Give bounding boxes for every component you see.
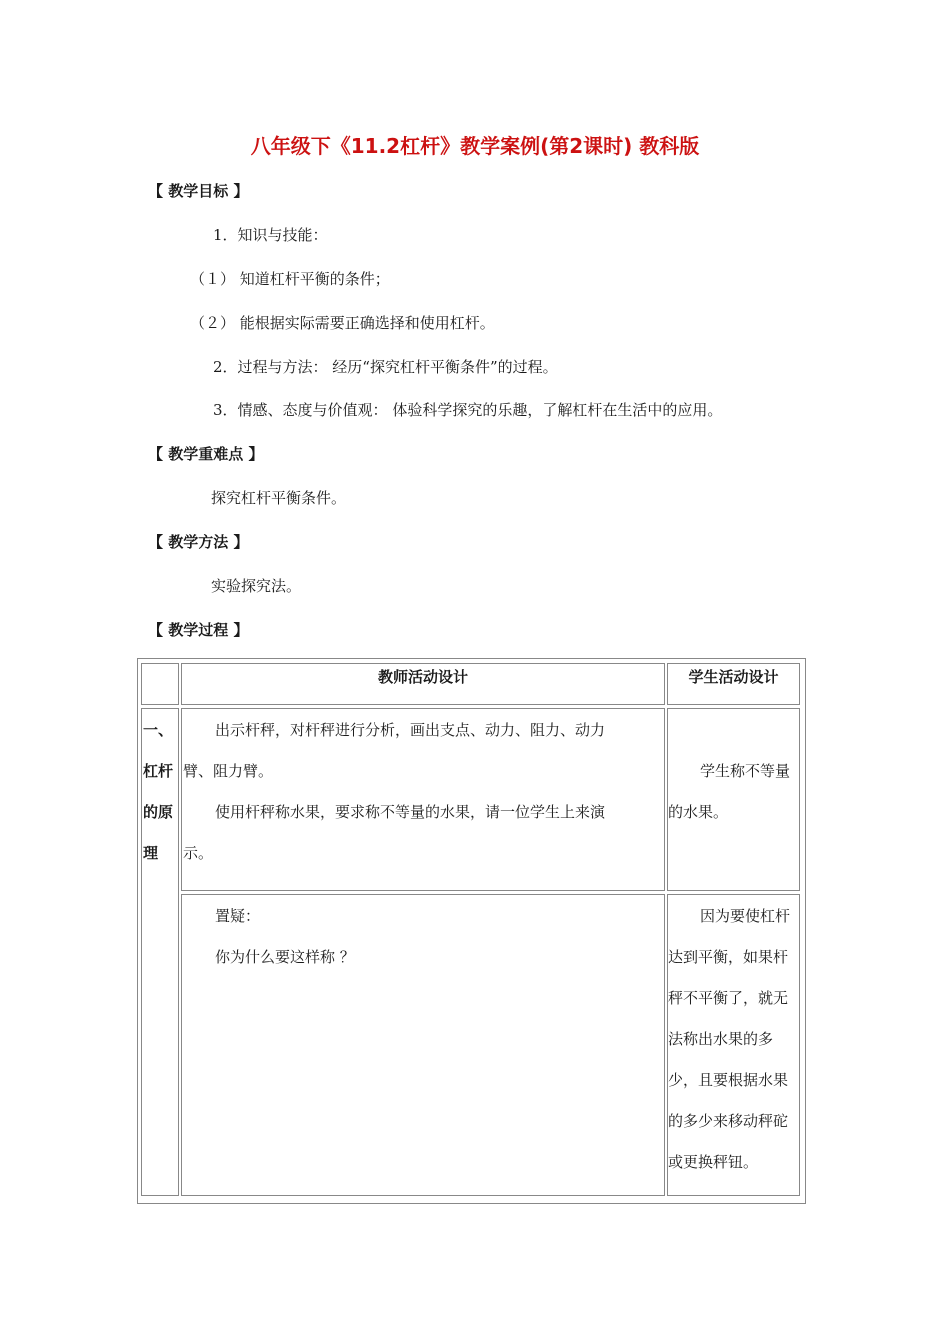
section-label-line: 杠杆 xyxy=(143,762,174,780)
text-line: 置疑： xyxy=(215,907,261,925)
row2-student-text xyxy=(668,896,790,1183)
section-label-line: 的原 xyxy=(143,803,174,821)
header-student: 学生活动设计 xyxy=(688,668,779,686)
text-line: 的水果。 xyxy=(668,803,729,821)
text-line: 示。 xyxy=(183,844,214,862)
objectives-heading: 【 教学目标 】 xyxy=(148,182,249,200)
section-label xyxy=(143,710,173,874)
text-line: 臂、阻力臂。 xyxy=(183,762,274,780)
text-line: 使用杆秤称水果，要求称不等量的水果，请一位学生上来演 xyxy=(215,803,606,821)
text-line: 少，且要根据水果 xyxy=(668,1071,789,1089)
objective-attitude: 3．情感、态度与价值观： 体验科学探究的乐趣，了解杠杆在生活中的应用。 xyxy=(213,401,723,419)
objective-knowledge: 1．知识与技能： xyxy=(213,226,328,244)
objective-process: 2．过程与方法： 经历“探究杠杆平衡条件”的过程。 xyxy=(213,358,558,376)
text-line: 法称出水果的多 xyxy=(668,1030,774,1048)
text-line: 或更换秤钮。 xyxy=(668,1153,759,1171)
process-table xyxy=(137,658,806,1204)
section-label-line: 理 xyxy=(143,844,159,862)
text-line: 学生称不等量 xyxy=(700,762,791,780)
text-line: 你为什么要这样称 ？ xyxy=(215,948,355,966)
section-label-line: 一、 xyxy=(143,721,174,739)
text-line: 因为要使杠杆 xyxy=(700,907,791,925)
method-heading: 【 教学方法 】 xyxy=(148,533,249,551)
key-points-text: 探究杠杆平衡条件。 xyxy=(211,489,347,507)
objective-knowledge-2: （２） 能根据实际需要正确选择和使用杠杆。 xyxy=(190,314,495,332)
header-teacher: 教师活动设计 xyxy=(377,668,468,686)
objective-knowledge-1: （１） 知道杠杆平衡的条件； xyxy=(190,270,390,288)
text-line: 达到平衡，如果杆 xyxy=(668,948,789,966)
row1-teacher-text xyxy=(183,710,605,874)
method-text: 实验探究法。 xyxy=(211,577,302,595)
key-points-heading: 【 教学重难点 】 xyxy=(148,445,264,463)
row1-student-text xyxy=(668,751,790,833)
text-line: 出示杆秤，对杆秤进行分析，画出支点、动力、阻力、动力 xyxy=(215,721,606,739)
text-line: 的多少来移动秤砣 xyxy=(668,1112,789,1130)
row2-teacher-text xyxy=(183,896,355,978)
header-blank-cell xyxy=(141,663,179,705)
page-title: 八年级下《11.2杠杆》教学案例(第2课时) 教科版 xyxy=(250,134,700,158)
text-line: 秤不平衡了，就无 xyxy=(668,989,789,1007)
process-heading: 【 教学过程 】 xyxy=(148,621,249,639)
